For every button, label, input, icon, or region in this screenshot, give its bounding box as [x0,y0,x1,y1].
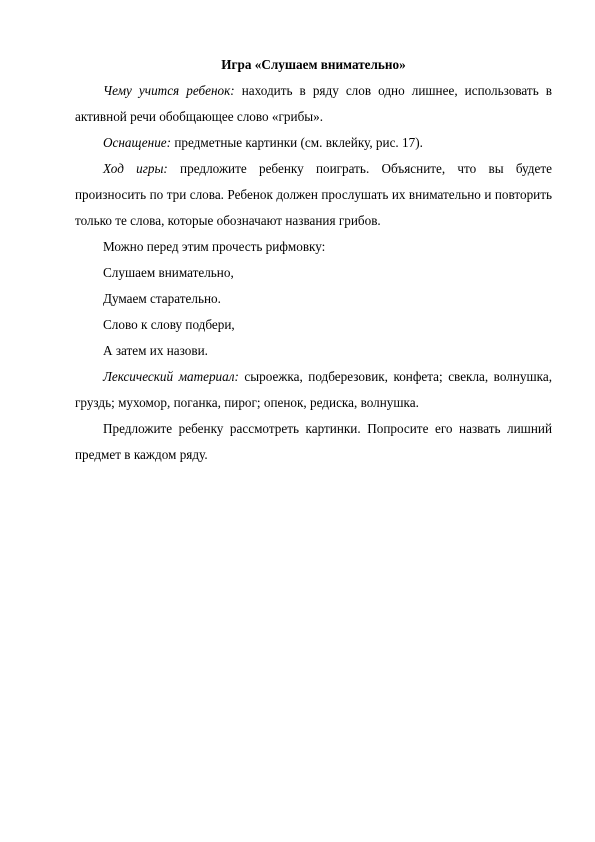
paragraph-equipment [75,130,552,156]
paragraph-game-process [75,156,552,234]
paragraph-label: Лексический материал: [103,369,239,384]
paragraph-text: предметные картинки (см. вклейку, рис. 17). [171,135,423,150]
paragraph-goal [75,78,552,130]
paragraph-label: Чему учится ребенок: [103,83,235,98]
rhyme-line: Слушаем внимательно, [103,265,234,280]
paragraph-text: находить в ряду слов одно лишнее, использовать в активной речи обобщающее слово «грибы». [75,83,552,124]
paragraph-instruction: Предложите ребенку рассмотреть картинки. Попросите его назвать лишний предмет в каждом ряду. [75,421,552,462]
paragraph-lexical-material [75,364,552,416]
rhyme-line: Слово к слову подбери, [103,317,235,332]
paragraph-label: Ход игры: [103,161,168,176]
page-title: Игра «Слушаем внимательно» [221,57,406,72]
paragraph-text: предложите ребенку поиграть. Объясните, что вы будете произносить по три слова. Ребенок должен прослушать их внимательно и повторить только те слова, которые обозначают названия грибов. [75,161,552,228]
rhyme-line: А затем их назови. [103,343,208,358]
paragraph-label: Оснащение: [103,135,172,150]
rhyme-line: Думаем старательно. [103,291,221,306]
document-body [75,52,552,468]
paragraph-rhyme-intro: Можно перед этим прочесть рифмовку: [103,239,326,254]
paragraph-text: сыроежка, подберезовик, конфета; свекла, волнушка, груздь; мухомор, поганка, пирог; опенок, редиска, волнушка. [75,369,552,410]
